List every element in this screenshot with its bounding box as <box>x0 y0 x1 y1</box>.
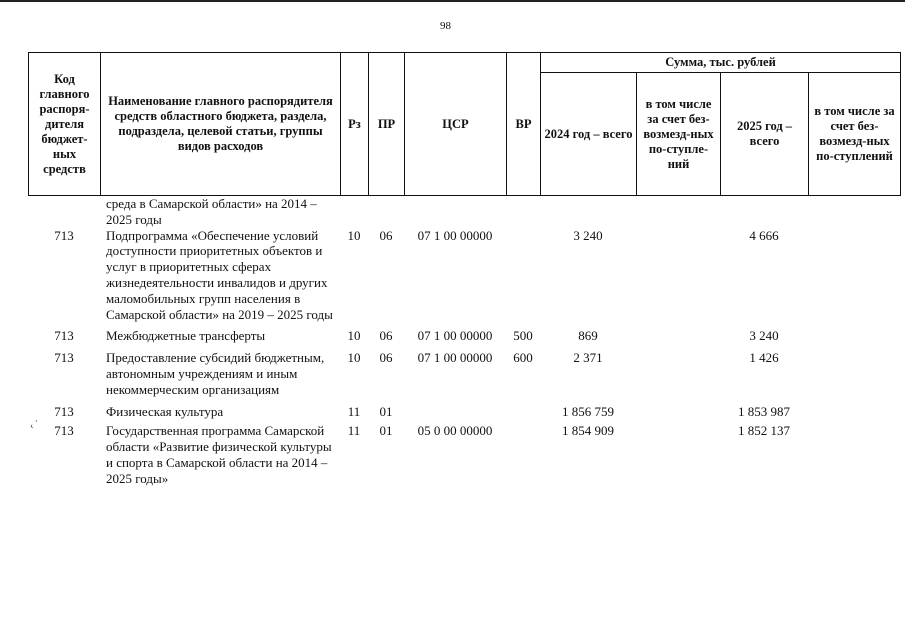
cell-y2025: 1 852 137 <box>738 423 790 439</box>
cell-rz: 11 <box>347 423 361 439</box>
cell-y2024: 3 240 <box>573 227 603 243</box>
cell-code <box>28 196 100 228</box>
cell-rz: 10 <box>347 227 361 243</box>
cell-rz: 10 <box>347 328 361 344</box>
cell-y2024-free <box>636 328 720 350</box>
table-row <box>28 350 900 403</box>
cell-rz <box>340 196 368 228</box>
cell-code: 713 <box>54 227 74 243</box>
table-row <box>28 328 900 350</box>
cell-y2025: 1 853 987 <box>738 403 790 419</box>
cell-rz: 11 <box>347 403 361 419</box>
header-pr: ПР <box>369 53 405 196</box>
cell-pr: 01 <box>379 423 393 439</box>
header-sum: Сумма, тыс. рублей <box>541 53 901 73</box>
cell-y2024-free <box>636 228 720 329</box>
cell-y2025-free <box>808 228 900 329</box>
scan-artifact-mark: ‹ ˊ <box>28 419 41 432</box>
cell-y2024: 2 371 <box>573 350 603 366</box>
cell-y2025: 3 240 <box>749 328 779 344</box>
header-name: Наименование главного распорядителя средств областного бюджета, раздела, подраздела, целевой статьи, группы видов расходов <box>101 53 341 196</box>
cell-y2024-free <box>636 196 720 228</box>
cell-code: 713 <box>54 403 74 419</box>
table-row <box>28 196 900 228</box>
cell-y2025 <box>720 196 808 228</box>
header-2024-free: в том числе за счет без-возмезд-ных по-ступле-ний <box>637 73 721 196</box>
cell-vr <box>506 404 540 424</box>
cell-vr <box>506 228 540 329</box>
cell-code: 713 <box>54 350 74 366</box>
table-row <box>28 228 900 329</box>
table-body <box>28 196 900 487</box>
header-code: Код главного распоря-дителя бюджет-ных средств <box>29 53 101 196</box>
header-2024-total: 2024 год – всего <box>541 73 637 196</box>
top-border-line <box>0 0 905 2</box>
page-number: 98 <box>440 20 451 32</box>
cell-code: 713 <box>54 423 74 439</box>
cell-name: Предоставление субсидий бюджетным, автономным учреждениям и иным некоммерческим организациям <box>106 350 325 397</box>
cell-y2025: 1 426 <box>749 350 779 366</box>
cell-y2025-free <box>808 404 900 424</box>
cell-csr: 05 0 00 00000 <box>417 423 493 439</box>
cell-csr: 07 1 00 00000 <box>417 350 493 366</box>
cell-vr <box>506 196 540 228</box>
table-header <box>28 52 901 196</box>
cell-vr <box>506 423 540 486</box>
cell-y2025-free <box>808 423 900 486</box>
cell-csr <box>404 196 506 228</box>
cell-pr <box>368 196 404 228</box>
cell-y2025: 4 666 <box>749 227 779 243</box>
cell-y2025-free <box>808 196 900 228</box>
table-row <box>28 404 900 424</box>
cell-vr: 500 <box>513 328 533 344</box>
table-row <box>28 423 900 486</box>
cell-y2024-free <box>636 404 720 424</box>
cell-csr: 07 1 00 00000 <box>417 328 493 344</box>
cell-name: Подпрограмма «Обеспечение условий доступности приоритетных объектов и услуг в приоритетных сферах жизнедеятельности инвалидов и других маломобильных групп населения в Самарской области» на 2019 – 2025 годы <box>106 227 333 322</box>
cell-name: Межбюджетные трансферты <box>106 328 266 344</box>
cell-pr: 01 <box>379 403 393 419</box>
cell-csr: 07 1 00 00000 <box>417 227 493 243</box>
header-rz: Рз <box>341 53 369 196</box>
cell-pr: 06 <box>379 350 393 366</box>
header-vr: ВР <box>507 53 541 196</box>
cell-name: Физическая культура <box>106 403 224 419</box>
cell-pr: 06 <box>379 328 393 344</box>
header-csr: ЦСР <box>405 53 507 196</box>
cell-pr: 06 <box>379 227 393 243</box>
cell-rz: 10 <box>347 350 361 366</box>
cell-csr <box>404 404 506 424</box>
cell-y2024: 869 <box>578 328 598 344</box>
cell-y2024-free <box>636 350 720 403</box>
cell-y2024: 1 854 909 <box>562 423 614 439</box>
cell-y2025-free <box>808 328 900 350</box>
cell-y2024-free <box>636 423 720 486</box>
cell-name: среда в Самарской области» на 2014 – 2025 годы <box>106 196 317 227</box>
cell-y2024: 1 856 759 <box>562 403 614 419</box>
cell-y2025-free <box>808 350 900 403</box>
cell-y2024 <box>540 196 636 228</box>
header-2025-free: в том числе за счет без-возмезд-ных по-ступлений <box>809 73 901 196</box>
cell-code: 713 <box>54 328 74 344</box>
cell-vr: 600 <box>513 350 533 366</box>
cell-name: Государственная программа Самарской области «Развитие физической культуры и спорта в Самарской области на 2014 – 2025 годы» <box>106 423 332 486</box>
header-2025-total: 2025 год – всего <box>721 73 809 196</box>
